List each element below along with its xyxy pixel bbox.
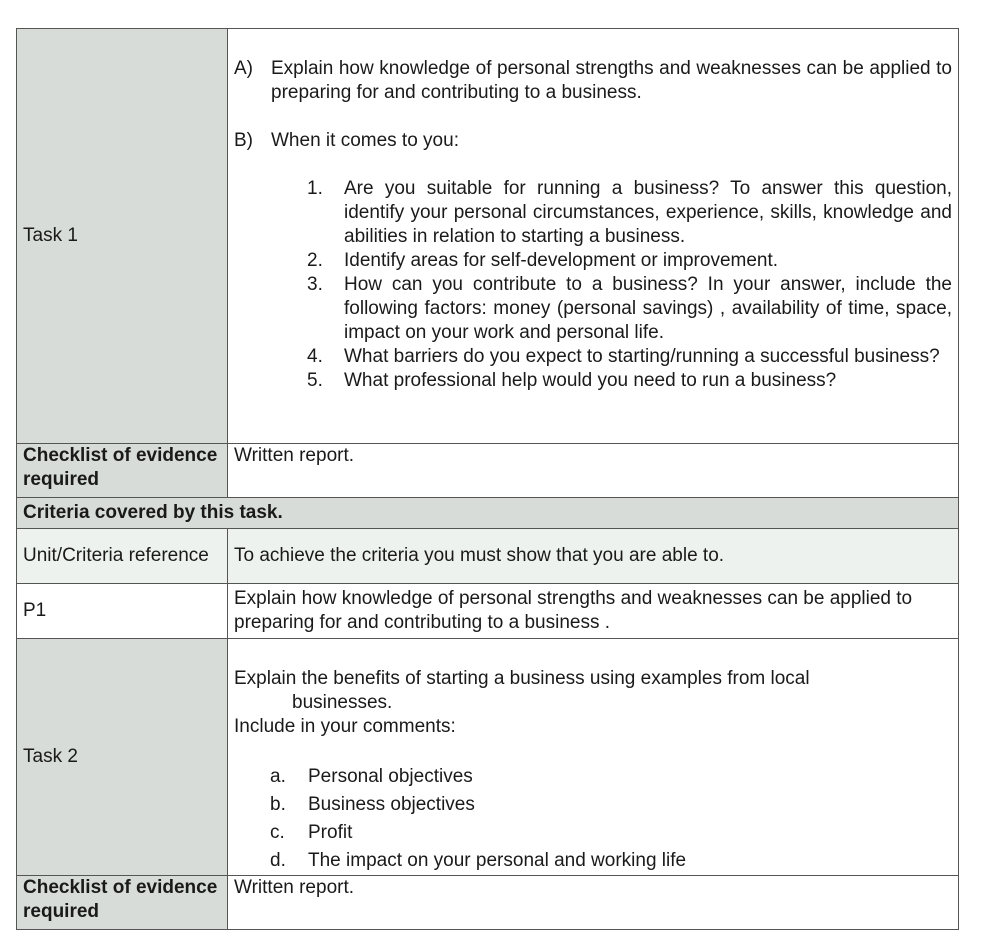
list-text: Profit bbox=[308, 822, 353, 843]
list-text: What barriers do you expect to starting/running a successful business? bbox=[344, 346, 940, 367]
task1-label: Task 1 bbox=[17, 29, 228, 444]
item-text: When it comes to you: bbox=[271, 130, 459, 151]
list-item bbox=[270, 791, 952, 819]
task2-content bbox=[228, 639, 959, 876]
list-marker: c. bbox=[270, 822, 285, 843]
criteria-header-row bbox=[17, 498, 959, 529]
criteria-row-p1 bbox=[17, 584, 959, 639]
task2-intro-line2: businesses. bbox=[292, 692, 393, 713]
checklist2-row bbox=[17, 876, 959, 930]
task2-intro-line1: Explain the benefits of starting a business using examples from local bbox=[234, 668, 810, 689]
criteria-column-header-row bbox=[17, 529, 959, 584]
list-item bbox=[307, 369, 952, 393]
task2-label: Task 2 bbox=[17, 639, 228, 876]
list-item bbox=[270, 847, 952, 875]
list-marker: 1. bbox=[307, 178, 323, 199]
checklist2-value: Written report. bbox=[228, 876, 959, 930]
list-marker: 2. bbox=[307, 250, 323, 271]
task1-item-b bbox=[234, 129, 952, 153]
checklist2-label: Checklist of evidence required bbox=[17, 876, 228, 930]
criteria-col2-header: To achieve the criteria you must show that you are able to. bbox=[228, 529, 959, 584]
assignment-table bbox=[16, 28, 959, 930]
list-text: How can you contribute to a business? In your answer, include the following factors: money (personal savings) , availability of time, space, impact on your work and personal life. bbox=[344, 274, 952, 343]
checklist1-value: Written report. bbox=[228, 444, 959, 498]
task1-content bbox=[228, 29, 959, 444]
criteria-description: Explain how knowledge of personal strengths and weaknesses can be applied to preparing for and contributing to a business . bbox=[228, 584, 959, 639]
list-text: Business objectives bbox=[308, 794, 475, 815]
list-text: Are you suitable for running a business? To answer this question, identify your personal circumstances, experience, skills, knowledge and abilities in relation to starting a business. bbox=[344, 178, 952, 247]
list-marker: 5. bbox=[307, 370, 323, 391]
list-item bbox=[307, 273, 952, 345]
list-text: Identify areas for self-development or improvement. bbox=[344, 250, 779, 271]
task2-intro-line3: Include in your comments: bbox=[234, 716, 456, 737]
list-text: Personal objectives bbox=[308, 766, 473, 787]
list-marker: b. bbox=[270, 794, 286, 815]
checklist1-row bbox=[17, 444, 959, 498]
item-text: Explain how knowledge of personal strengths and weaknesses can be applied to preparing for and contributing to a business. bbox=[271, 58, 952, 103]
task1-question-list bbox=[307, 177, 952, 393]
list-item bbox=[270, 819, 952, 847]
list-marker: 3. bbox=[307, 274, 323, 295]
list-item bbox=[270, 763, 952, 791]
checklist1-label: Checklist of evidence required bbox=[17, 444, 228, 498]
list-text: The impact on your personal and working life bbox=[308, 850, 687, 871]
item-marker: B) bbox=[234, 130, 253, 151]
task2-row bbox=[17, 639, 959, 876]
list-text: What professional help would you need to run a business? bbox=[344, 370, 837, 391]
criteria-col1-header: Unit/Criteria reference bbox=[17, 529, 228, 584]
list-item bbox=[307, 345, 952, 369]
list-marker: a. bbox=[270, 766, 286, 787]
task2-item-list bbox=[270, 763, 952, 875]
task1-row bbox=[17, 29, 959, 444]
task1-item-a bbox=[234, 57, 952, 105]
list-marker: 4. bbox=[307, 346, 323, 367]
list-marker: d. bbox=[270, 850, 286, 871]
item-marker: A) bbox=[234, 58, 253, 79]
criteria-ref: P1 bbox=[17, 584, 228, 639]
criteria-header: Criteria covered by this task. bbox=[17, 498, 959, 529]
list-item bbox=[307, 177, 952, 249]
list-item bbox=[307, 249, 952, 273]
